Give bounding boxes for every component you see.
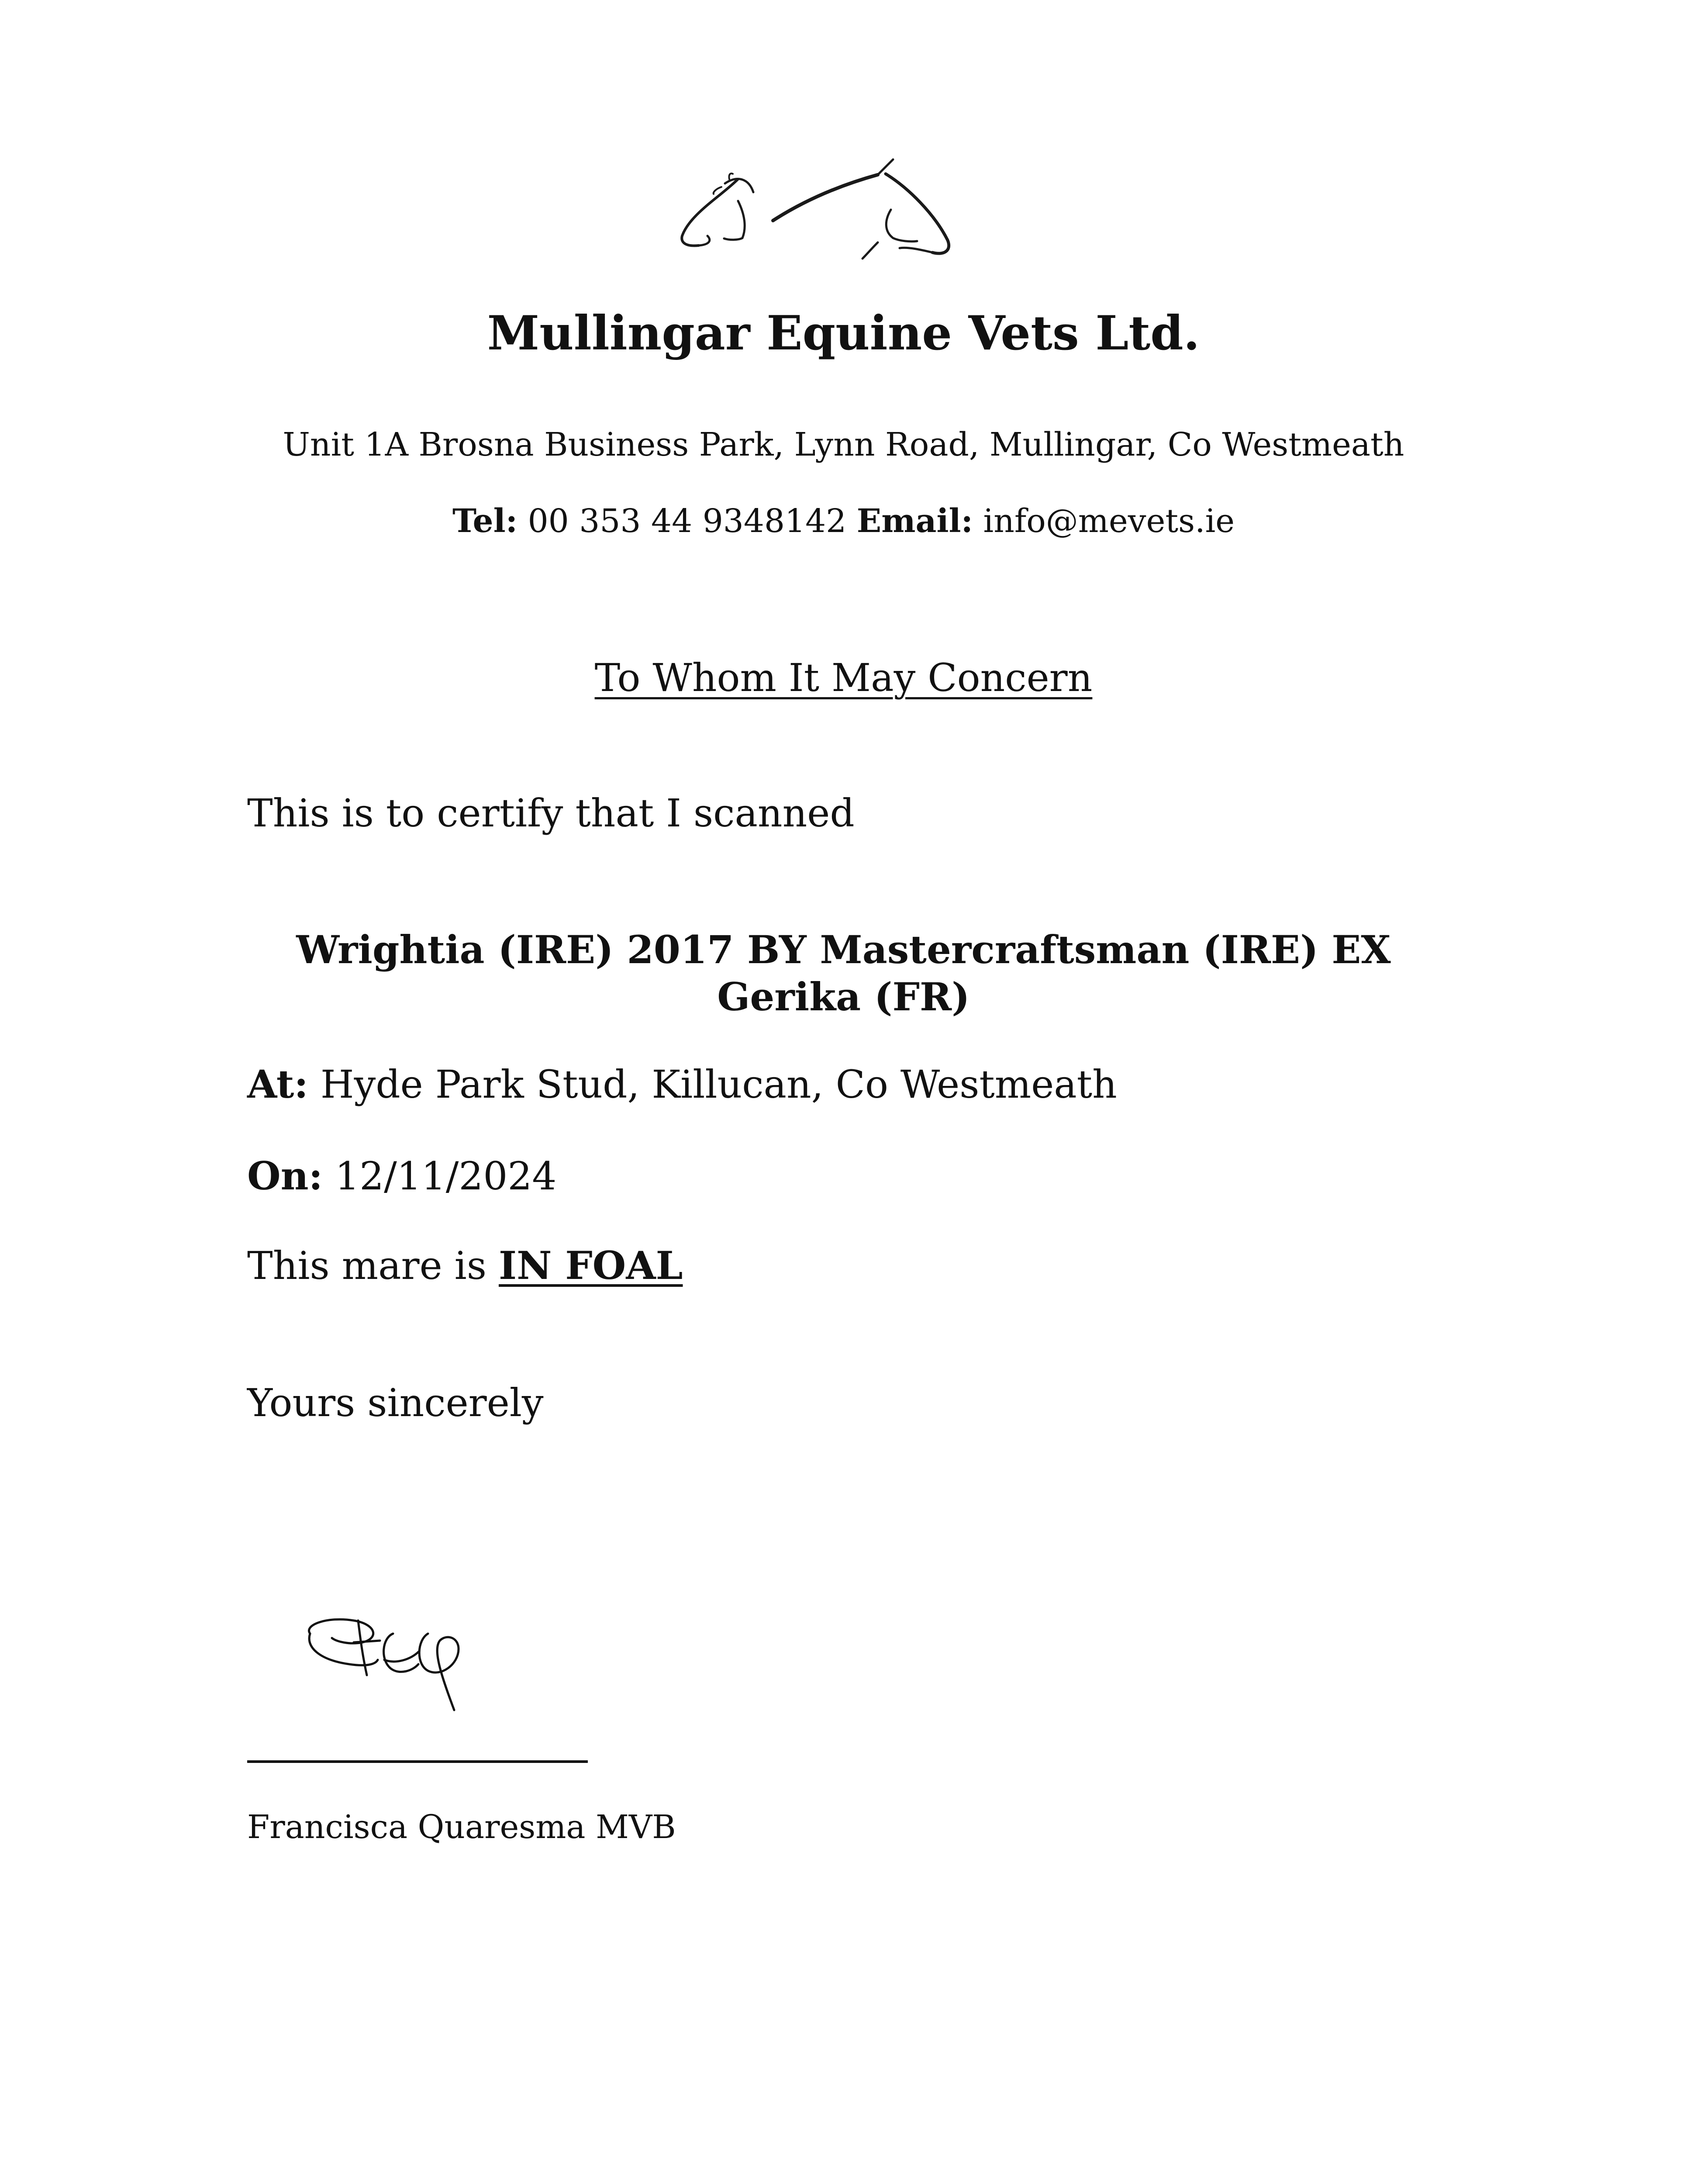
on-value: 12/11/2024	[335, 1154, 557, 1199]
at-value: Hyde Park Stud, Killucan, Co Westmeath	[320, 1062, 1117, 1107]
mare-status-line	[247, 1243, 683, 1288]
closing-text: Yours sincerely	[247, 1380, 544, 1425]
salutation: To Whom It May Concern	[594, 655, 1093, 700]
handwritten-signature-icon	[301, 1599, 502, 1721]
mare-status: IN FOAL	[498, 1243, 683, 1288]
tel-label: Tel:	[452, 502, 518, 540]
signer-name: Francisca Quaresma MVB	[247, 1808, 676, 1846]
company-name: Mullingar Equine Vets Ltd.	[487, 306, 1200, 361]
tel-value: 00 353 44 9348142	[528, 502, 847, 540]
on-label: On:	[247, 1153, 323, 1199]
at-label: At:	[247, 1061, 308, 1107]
contact-line	[0, 502, 1687, 540]
date-line	[247, 1153, 556, 1199]
mare-text: This mare is	[247, 1243, 486, 1288]
horse-pedigree-line: Wrightia (IRE) 2017 BY Mastercraftsman (IRE) EX Gerika (FR)	[296, 927, 1391, 1019]
certify-text: This is to certify that I scanned	[247, 791, 855, 836]
two-horse-heads-icon	[673, 149, 969, 271]
signature-line	[247, 1760, 588, 1763]
email-label: Email:	[856, 502, 973, 540]
company-address: Unit 1A Brosna Business Park, Lynn Road, Mullingar, Co Westmeath	[283, 426, 1404, 463]
location-line	[247, 1061, 1117, 1107]
email-value: info@mevets.ie	[983, 502, 1235, 540]
